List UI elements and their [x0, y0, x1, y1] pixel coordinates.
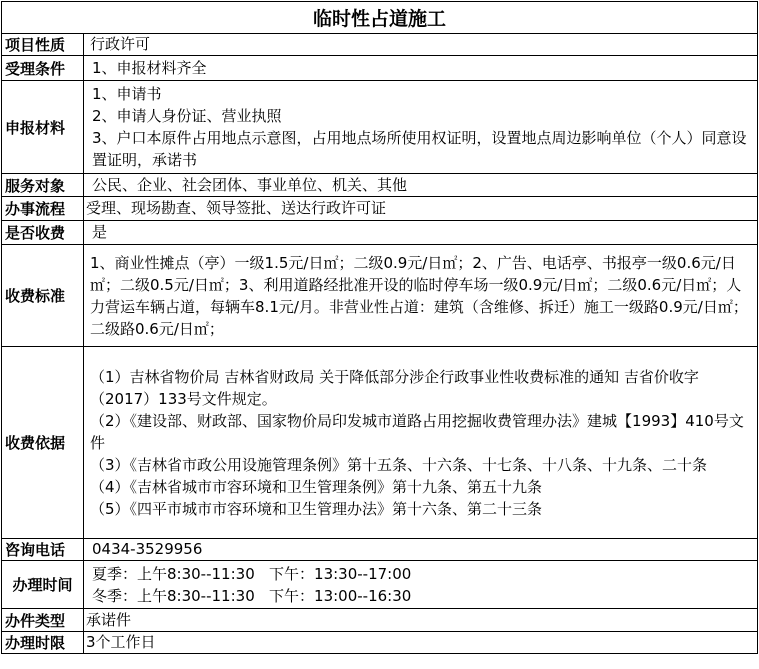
- value-hours: [84, 561, 758, 609]
- value-case-type: 承诺件: [84, 609, 758, 632]
- label-charge: 是否收费: [2, 221, 84, 245]
- fee-basis-line-2: （2）《建设部、财政部、国家物价局印发城市道路占用挖掘收费管理办法》建城【1993】410号文件: [90, 411, 744, 452]
- label-service-target: 服务对象: [2, 174, 84, 197]
- hours-summer: 夏季：上午8:30--11:30 下午：13:30--17:00: [92, 564, 412, 583]
- fee-basis-line-4: （4）《吉林省城市市容环境和卫生管理条例》第十九条、第五十九条: [90, 477, 543, 496]
- value-fee-basis: [84, 347, 758, 539]
- materials-line-2: 2、申请人身份证、营业执照: [92, 107, 282, 125]
- value-materials: [84, 81, 758, 174]
- value-process: 受理、现场勘查、领导签批、送达行政许可证: [84, 197, 758, 221]
- fee-basis-line-1: （1）吉林省物价局 吉林省财政局 关于降低部分涉企行政事业性收费标准的通知 吉省价收字（2017）133号文件规定。: [90, 367, 699, 408]
- hours-winter: 冬季：上午8:30--11:30 下午：13:00--16:30: [92, 586, 412, 605]
- service-info-table: [1, 1, 758, 654]
- value-fee-standard: 1、商业性摊点（亭）一级1.5元/日㎡；二级0.9元/日㎡；2、广告、电话亭、书报亭一级0.6元/日㎡；二级0.5元/日㎡；3、利用道路经批准开设的临时停车场一级0.9元/日㎡；二级0.6元/日㎡；人力营运车辆占道，每辆车8.1元/月。非营业性占道：建筑（含维修、拆迁）施工一级路0.9元/日㎡；二级路0.6元/日㎡；: [84, 245, 758, 347]
- page-title: 临时性占道施工: [2, 2, 758, 34]
- label-case-type: 办件类型: [2, 609, 84, 632]
- value-charge: 是: [84, 221, 758, 245]
- label-fee-basis: 收费依据: [2, 347, 84, 539]
- value-conditions: 1、申报材料齐全: [84, 56, 758, 81]
- value-item-nature: 行政许可: [84, 34, 758, 56]
- label-process: 办事流程: [2, 197, 84, 221]
- fee-basis-line-5: （5）《四平市城市市容环境和卫生管理办法》第十六条、第二十三条: [90, 499, 543, 518]
- fee-basis-line-3: （3）《吉林省市政公用设施管理条例》第十五条、十六条、十七条、十八条、十九条、二十条: [90, 455, 708, 474]
- label-fee-standard: 收费标准: [2, 245, 84, 347]
- materials-line-1: 1、申请书: [92, 85, 162, 103]
- label-hours: 办理时间: [2, 561, 84, 609]
- label-item-nature: 项目性质: [2, 34, 84, 56]
- label-conditions: 受理条件: [2, 56, 84, 81]
- value-time-limit: 3个工作日: [84, 632, 758, 654]
- materials-line-3: 3、户口本原件占用地点示意图，占用地点场所使用权证明，设置地点周边影响单位（个人）同意设置证明，承诺书: [92, 129, 747, 169]
- value-service-target: 公民、企业、社会团体、事业单位、机关、其他: [84, 174, 758, 197]
- label-time-limit: 办理时限: [2, 632, 84, 654]
- value-phone: 0434-3529956: [84, 539, 758, 561]
- label-phone: 咨询电话: [2, 539, 84, 561]
- label-materials: 申报材料: [2, 81, 84, 174]
